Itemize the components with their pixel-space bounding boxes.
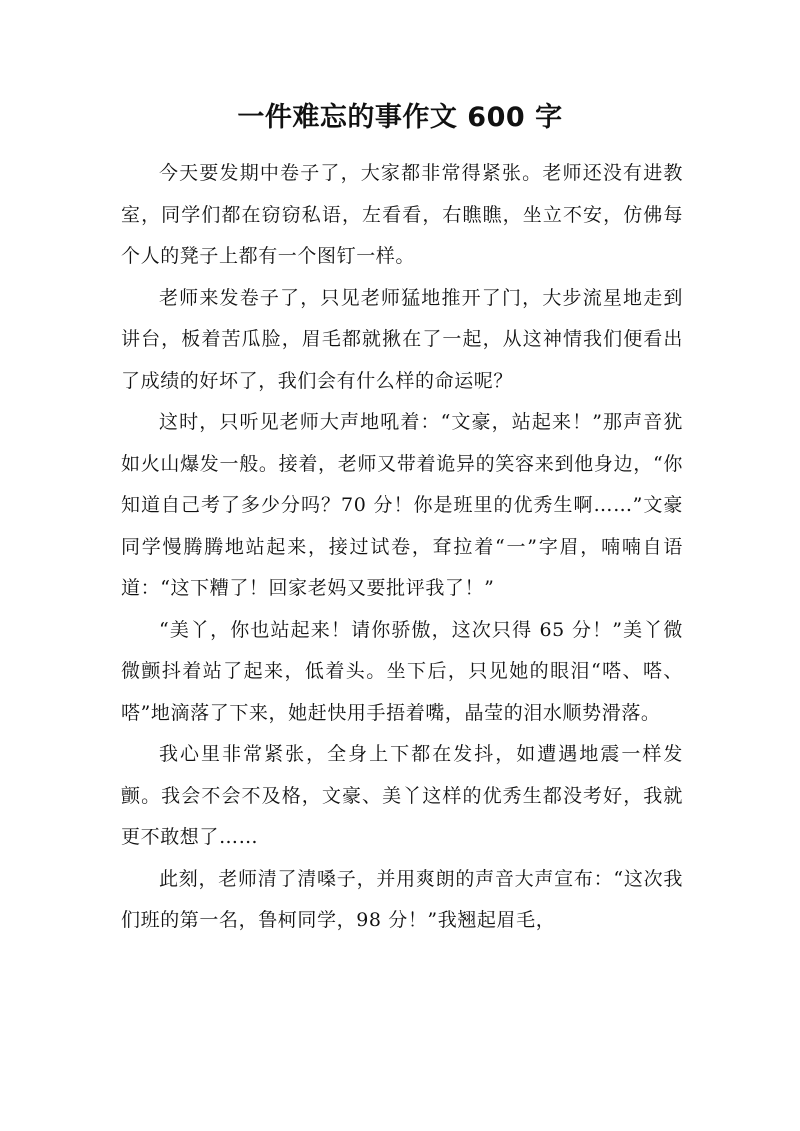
paragraph-2: 老师来发卷子了，只见老师猛地推开了门，大步流星地走到讲台，板着苦瓜脸，眉毛都就揪在了一起，从这神情我们便看出了成绩的好坏了，我们会有什么样的命运呢？	[121, 286, 683, 392]
paragraph-6: 此刻，老师清了清嗓子，并用爽朗的声音大声宣布：“这次我们班的第一名，鲁柯同学，98 分！”我翘起眉毛，	[121, 867, 683, 931]
paragraph-4: “美丫，你也站起来！请你骄傲，这次只得 65 分！”美丫微微颤抖着站了起来，低着头。坐下后，只见她的眼泪“嗒、嗒、嗒”地滴落了下来，她赶快用手捂着嘴，晶莹的泪水顺势滑落。	[121, 618, 683, 724]
paragraph-3: 这时，只听见老师大声地吼着：“文豪，站起来！”那声音犹如火山爆发一般。接着，老师又带着诡异的笑容来到他身边，“你知道自己考了多少分吗？70 分！你是班里的优秀生啊……”文豪同学慢腾腾地站起来，接过试卷，耷拉着“一”字眉，喃喃自语道：“这下糟了！回家老妈又要批评我了！”	[121, 411, 683, 599]
document-title: 一件难忘的事作文 600 字	[237, 102, 563, 133]
paragraph-1: 今天要发期中卷子了，大家都非常得紧张。老师还没有进教室，同学们都在窃窃私语，左看看，右瞧瞧，坐立不安，仿佛每个人的凳子上都有一个图钉一样。	[121, 162, 683, 267]
document-body	[121, 153, 683, 942]
paragraph-5: 我心里非常紧张，全身上下都在发抖，如遭遇地震一样发颤。我会不会不及格，文豪、美丫这样的优秀生都没考好，我就更不敢想了……	[121, 743, 683, 848]
